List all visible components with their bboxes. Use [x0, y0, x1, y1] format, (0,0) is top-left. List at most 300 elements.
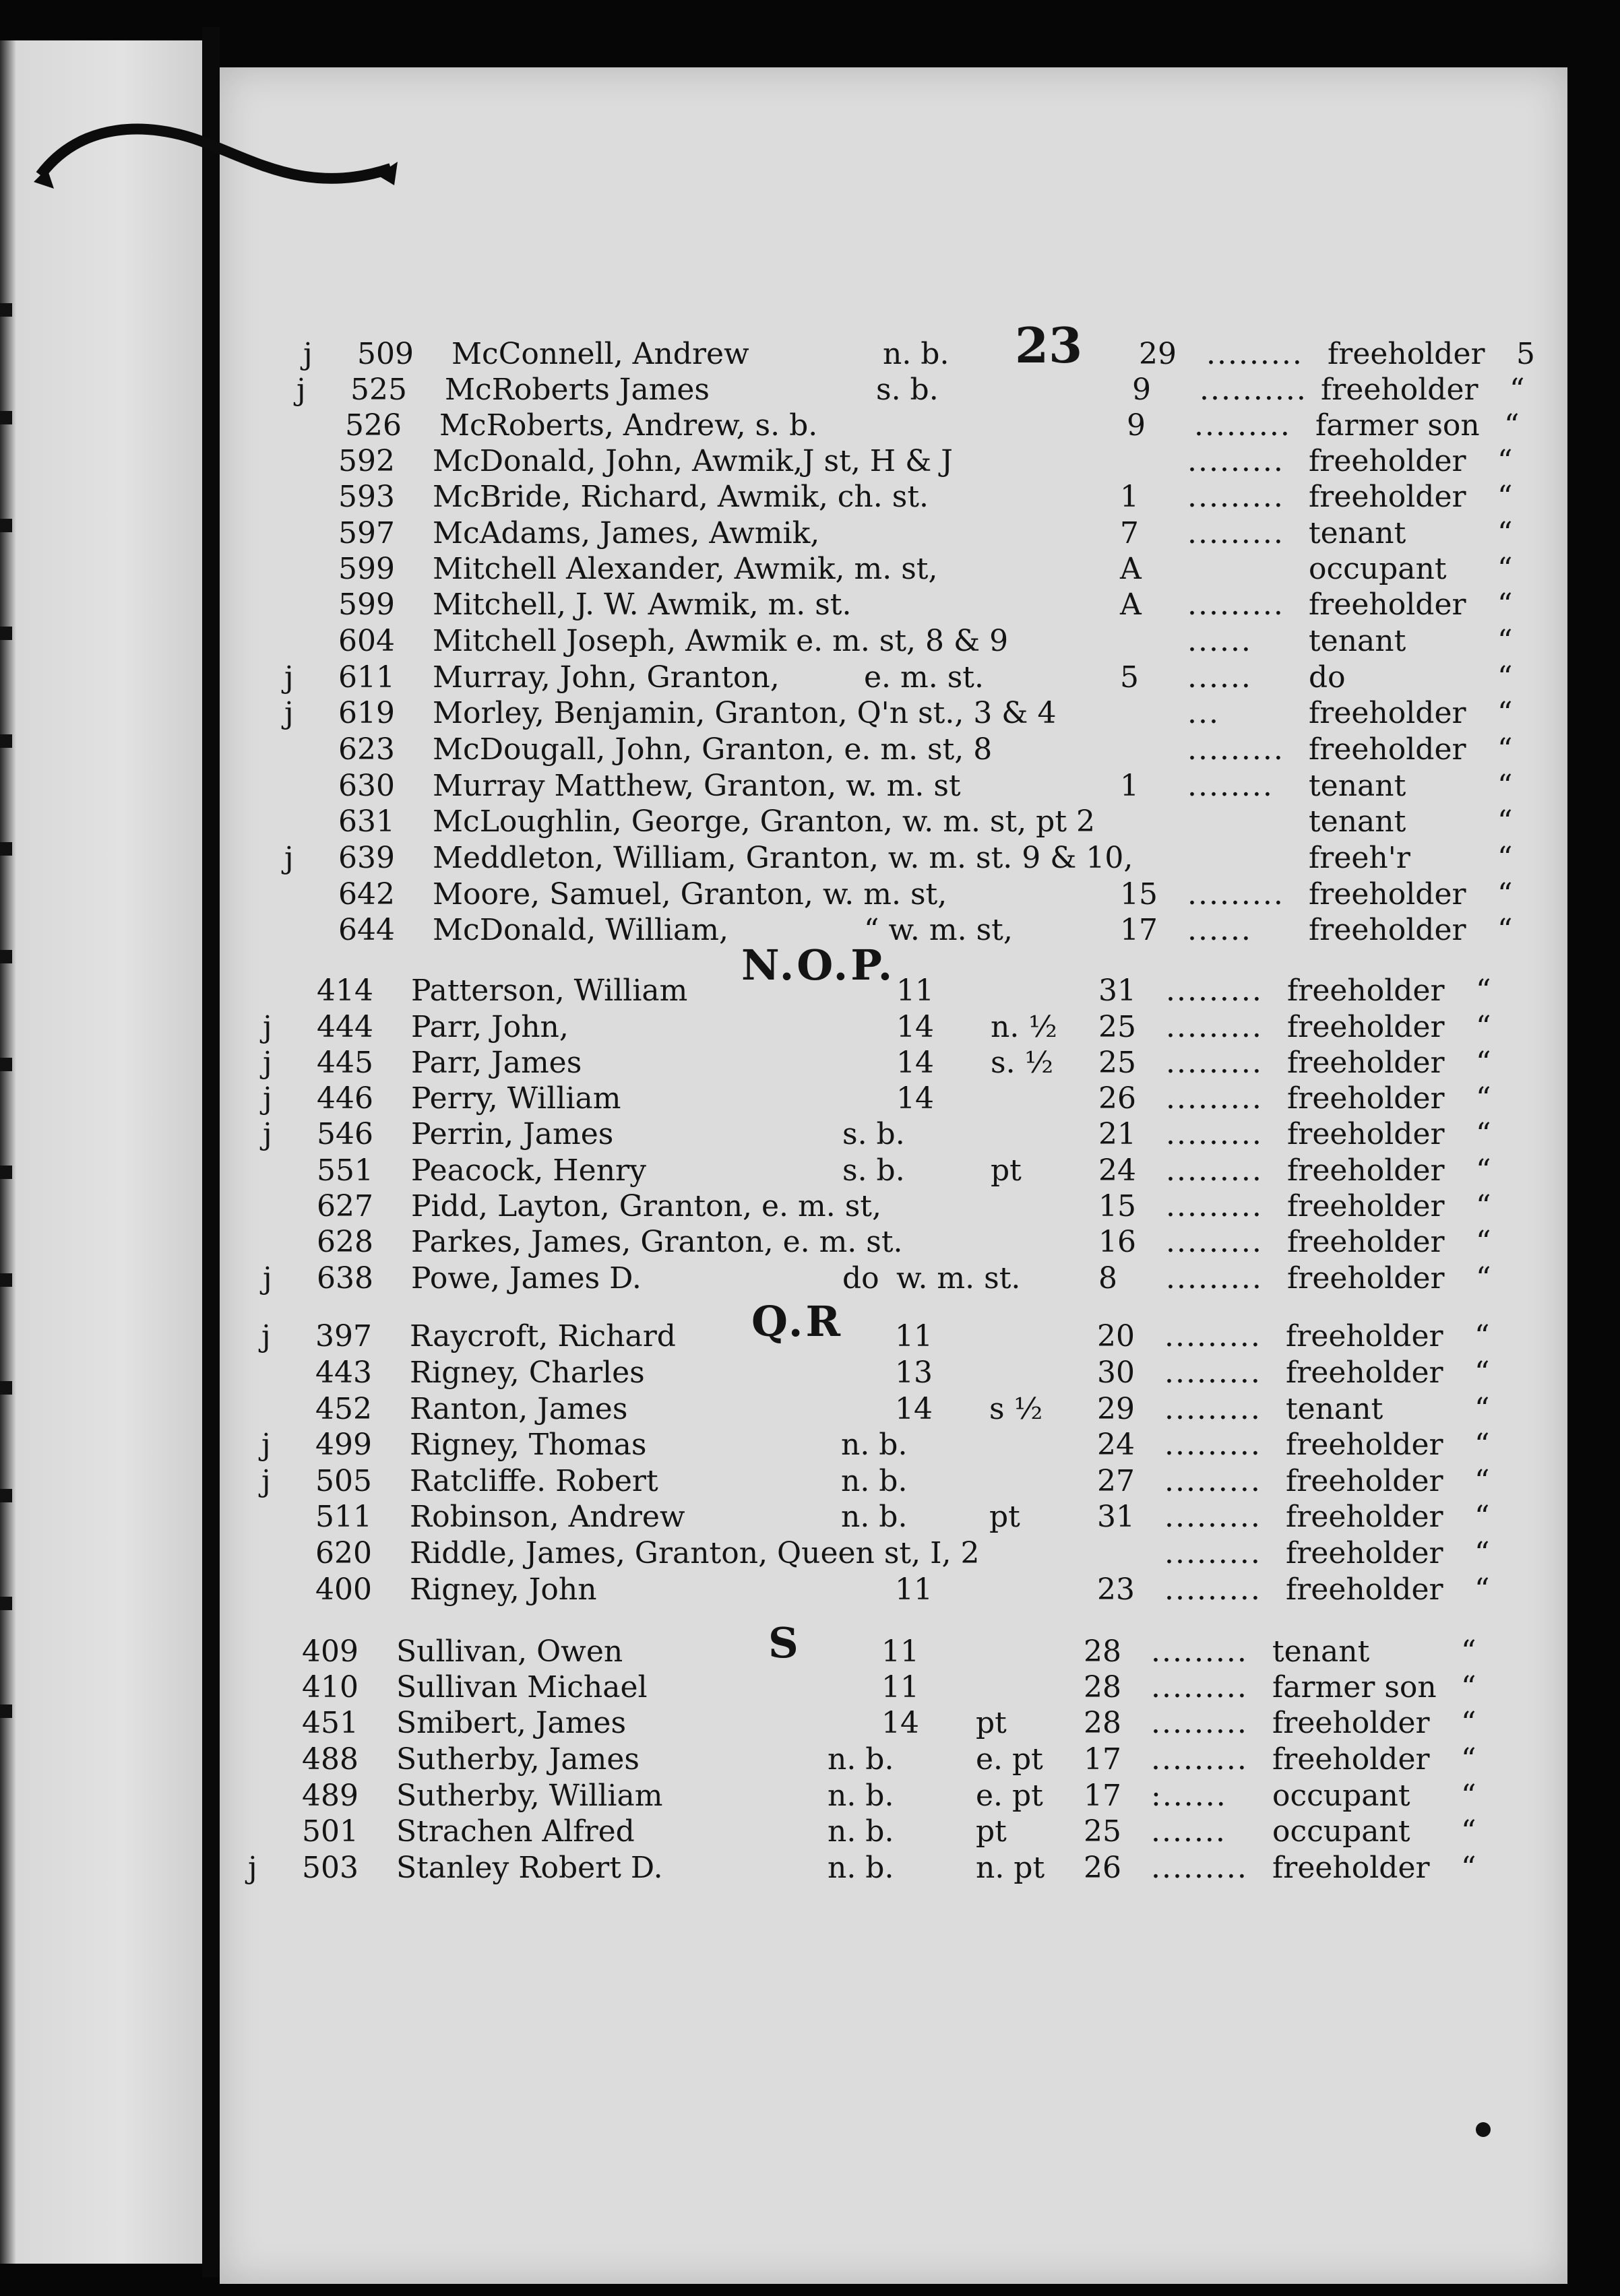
entry-status: freeholder: [1286, 1428, 1443, 1462]
edge-mark: [0, 842, 12, 856]
directory-entry: [311, 877, 1592, 912]
entry-status: freeholder: [1309, 480, 1466, 514]
entry-flag: j: [297, 373, 306, 407]
entry-status: freeholder: [1286, 1356, 1443, 1390]
entry-ditto: “: [1476, 974, 1491, 1008]
entry-name: Rigney, Thomas: [410, 1428, 647, 1462]
entry-ditto: “: [1474, 1464, 1490, 1498]
entry-name: Sullivan, Owen: [396, 1634, 623, 1669]
directory-entry: [311, 444, 1592, 479]
directory-entry: [290, 974, 1570, 1009]
entry-number: 546: [317, 1117, 373, 1151]
entry-name: Patterson, William: [411, 974, 688, 1008]
edge-mark: [0, 1273, 12, 1287]
entry-lot: 16: [1098, 1225, 1136, 1259]
entry-name: Strachen Alfred: [396, 1814, 635, 1849]
entry-status: freeholder: [1287, 974, 1445, 1008]
entry-status: occupant: [1309, 552, 1447, 586]
entry-part: n. pt: [976, 1851, 1045, 1885]
directory-entry: [261, 1319, 1542, 1354]
entry-status: freeholder: [1328, 337, 1485, 371]
entry-dots: :......: [1151, 1779, 1227, 1813]
directory-entry: [263, 1010, 1543, 1045]
directory-entry: [290, 1153, 1570, 1188]
entry-flag: j: [261, 1319, 271, 1353]
entry-lot: 17: [1084, 1742, 1121, 1777]
entry-name: Meddleton, William, Granton, w. m. st. 9 & 10,: [433, 841, 1133, 875]
directory-entry: [263, 1081, 1543, 1116]
entry-flag: j: [261, 1464, 271, 1498]
entry-dots: ......: [1187, 624, 1252, 658]
entry-name: Mitchell Alexander, Awmik, m. st,: [433, 552, 938, 586]
directory-entry: [275, 1634, 1555, 1669]
entry-flag: j: [303, 337, 313, 371]
entry-number: 397: [315, 1319, 372, 1353]
entry-number: 509: [357, 337, 414, 371]
entry-status: freeholder: [1286, 1464, 1443, 1498]
entry-ditto: “: [1476, 1189, 1491, 1223]
entry-number: 638: [317, 1261, 373, 1296]
entry-ditto: “: [1474, 1500, 1490, 1534]
directory-entry: [288, 1356, 1569, 1391]
entry-name: Peacock, Henry: [411, 1153, 646, 1188]
entry-part: e. pt: [976, 1742, 1043, 1777]
entry-name: Morley, Benjamin, Granton, Q'n st., 3 & 4: [433, 696, 1057, 730]
entry-lot: 30: [1097, 1356, 1135, 1390]
entry-number: 619: [338, 696, 395, 730]
entry-ditto: “: [1509, 373, 1525, 407]
entry-status: occupant: [1272, 1779, 1410, 1813]
entry-name: Stanley Robert D.: [396, 1851, 663, 1885]
entry-status: freeholder: [1272, 1851, 1430, 1885]
entry-dots: .........: [1194, 408, 1291, 443]
entry-status: freeholder: [1272, 1742, 1430, 1777]
entry-status: freeholder: [1287, 1117, 1445, 1151]
entry-lot: 28: [1084, 1670, 1121, 1704]
entry-dots: .........: [1164, 1464, 1261, 1498]
entry-number: 620: [315, 1536, 372, 1570]
entry-dots: .........: [1166, 1046, 1263, 1080]
entry-status: freeholder: [1272, 1706, 1430, 1740]
entry-dots: .........: [1187, 732, 1284, 767]
entry-lot: 1: [1120, 769, 1139, 803]
entry-ditto: “: [1476, 1081, 1491, 1116]
entry-dots: .........: [1166, 1153, 1263, 1188]
entry-lot: A: [1120, 552, 1142, 586]
entry-number: 631: [338, 804, 395, 839]
entry-ditto: “: [1497, 804, 1513, 839]
entry-ditto: “: [1474, 1356, 1490, 1390]
entry-dots: .......: [1151, 1814, 1226, 1849]
entry-ditto: “: [1497, 444, 1513, 478]
entry-part: pt: [989, 1500, 1020, 1534]
entry-number: 627: [317, 1189, 373, 1223]
entry-name: Mitchell, J. W. Awmik, m. st.: [433, 587, 852, 622]
entry-number: 604: [338, 624, 395, 658]
entry-number: 501: [302, 1814, 359, 1849]
entry-ditto: “: [1476, 1261, 1491, 1296]
directory-entry: [284, 696, 1565, 731]
entry-dots: .........: [1164, 1392, 1261, 1426]
entry-concession: 11: [896, 974, 934, 1008]
entry-number: 623: [338, 732, 395, 767]
entry-name: Robinson, Andrew: [410, 1500, 685, 1534]
entry-ditto: “: [1474, 1428, 1490, 1462]
entry-dots: ...: [1187, 696, 1220, 730]
entry-dots: .........: [1206, 337, 1303, 371]
entry-ditto: “: [1474, 1319, 1490, 1353]
entry-lot: 15: [1120, 877, 1158, 912]
edge-mark: [0, 627, 12, 640]
directory-entry: [261, 1464, 1542, 1499]
entry-name: McAdams, James, Awmik,: [433, 516, 820, 550]
entry-lot: 8: [1098, 1261, 1117, 1296]
entry-status: freeholder: [1287, 1225, 1445, 1259]
entry-dots: .........: [1166, 1261, 1263, 1296]
entry-concession: 11: [881, 1670, 919, 1704]
entry-number: 444: [317, 1010, 373, 1044]
entry-name: Riddle, James, Granton, Queen st, I, 2: [410, 1536, 980, 1570]
entry-number: 628: [317, 1225, 373, 1259]
entry-location: n. b.: [828, 1779, 894, 1813]
entry-ditto: “: [1476, 1117, 1491, 1151]
entry-ditto: “: [1474, 1572, 1490, 1607]
entry-dots: .........: [1166, 1010, 1263, 1044]
entry-status: freeholder: [1286, 1319, 1443, 1353]
entry-flag: j: [284, 696, 294, 730]
entry-dots: .........: [1151, 1706, 1248, 1740]
entry-dots: .........: [1164, 1428, 1261, 1462]
entry-number: 642: [338, 877, 395, 912]
entry-flag: j: [263, 1117, 272, 1151]
entry-dots: .........: [1187, 587, 1284, 622]
entry-flag: j: [248, 1851, 257, 1885]
entry-status: freeholder: [1309, 913, 1466, 947]
entry-status: freeholder: [1286, 1536, 1443, 1570]
book-spine: [202, 27, 220, 2277]
entry-dots: .........: [1164, 1319, 1261, 1353]
entry-name: Murray Matthew, Granton, w. m. st: [433, 769, 961, 803]
entry-lot: 25: [1084, 1814, 1121, 1849]
entry-name: McBride, Richard, Awmik, ch. st.: [433, 480, 929, 514]
entry-ditto: “: [1497, 913, 1513, 947]
entry-ditto: “: [1476, 1153, 1491, 1188]
entry-name: Pidd, Layton, Granton, e. m. st,: [411, 1189, 881, 1223]
entry-number: 451: [302, 1706, 359, 1740]
entry-concession: 11: [895, 1319, 933, 1353]
entry-flag: j: [263, 1010, 272, 1044]
entry-name: Sullivan Michael: [396, 1670, 648, 1704]
entry-number: 597: [338, 516, 395, 550]
section-heading: S: [768, 1618, 801, 1667]
entry-status: farmer son: [1272, 1670, 1437, 1704]
entry-flag: j: [284, 841, 294, 875]
entry-name: Murray, John, Granton,: [433, 660, 780, 695]
entry-location: s. b.: [842, 1117, 905, 1151]
entry-dots: .........: [1164, 1572, 1261, 1607]
entry-number: 400: [315, 1572, 372, 1607]
entry-name: Perrin, James: [411, 1117, 614, 1151]
entry-name: Moore, Samuel, Granton, w. m. st,: [433, 877, 947, 912]
entry-ditto: 5: [1516, 337, 1535, 371]
entry-ditto: “: [1474, 1392, 1490, 1426]
directory-entry: [318, 408, 1598, 443]
directory-entry: [288, 1392, 1569, 1427]
directory-entry: [263, 1261, 1543, 1296]
entry-flag: j: [263, 1046, 272, 1080]
entry-name: Rigney, Charles: [410, 1356, 645, 1390]
directory-entry: [311, 552, 1592, 587]
entry-ditto: “: [1474, 1536, 1490, 1570]
entry-lot: 9: [1127, 408, 1146, 443]
entry-dots: .........: [1187, 444, 1284, 478]
directory-entry: [311, 769, 1592, 804]
directory-entry: [275, 1814, 1555, 1849]
entry-part: pt: [976, 1706, 1007, 1740]
entry-lot: 5: [1120, 660, 1139, 695]
directory-entry: [263, 1046, 1543, 1081]
entry-number: 489: [302, 1779, 359, 1813]
entry-ditto: “: [1461, 1779, 1476, 1813]
entry-status: freeholder: [1309, 587, 1466, 622]
entry-status: freeholder: [1309, 877, 1466, 912]
entry-name: McDougall, John, Granton, e. m. st, 8: [433, 732, 993, 767]
entry-status: freeholder: [1309, 696, 1466, 730]
entry-name: Sutherby, James: [396, 1742, 640, 1777]
entry-ditto: “: [1497, 552, 1513, 586]
directory-entry: [288, 1572, 1569, 1607]
directory-entry: [311, 587, 1592, 623]
entry-dots: ..........: [1200, 373, 1307, 407]
entry-name: Parr, John,: [411, 1010, 569, 1044]
directory-entry: [297, 373, 1577, 408]
entry-location: s. b.: [842, 1153, 905, 1188]
ink-dot: [1476, 2122, 1491, 2137]
entry-flag: j: [263, 1261, 272, 1296]
entry-ditto: “: [1476, 1046, 1491, 1080]
entry-ditto: “: [1497, 624, 1513, 658]
entry-dots: ......: [1187, 660, 1252, 695]
entry-lot: 17: [1084, 1779, 1121, 1813]
entry-lot: 26: [1098, 1081, 1136, 1116]
entry-name: Sutherby, William: [396, 1779, 663, 1813]
entry-status: freeholder: [1287, 1189, 1445, 1223]
entry-number: 409: [302, 1634, 359, 1669]
entry-location: n. b.: [828, 1814, 894, 1849]
entry-status: tenant: [1309, 804, 1406, 839]
entry-ditto: “: [1497, 587, 1513, 622]
entry-name: Perry, William: [411, 1081, 621, 1116]
entry-location: do: [842, 1261, 879, 1296]
section-heading: N.O.P.: [741, 940, 896, 990]
entry-number: 611: [338, 660, 395, 695]
entry-part: pt: [976, 1814, 1007, 1849]
entry-number: 499: [315, 1428, 372, 1462]
entry-lot: 29: [1097, 1392, 1135, 1426]
entry-part: s. ½: [991, 1046, 1054, 1080]
entry-lot: 28: [1084, 1706, 1121, 1740]
entry-ditto: “: [1497, 660, 1513, 695]
entry-ditto: “: [1461, 1814, 1476, 1849]
entry-ditto: “: [1461, 1670, 1476, 1704]
entry-location: s. b.: [876, 373, 939, 407]
entry-concession: 14: [896, 1010, 934, 1044]
entry-concession: 14: [895, 1392, 933, 1426]
entry-ditto: “: [1461, 1634, 1476, 1669]
entry-dots: ......: [1187, 913, 1252, 947]
entry-status: freeholder: [1286, 1572, 1443, 1607]
entry-dots: .........: [1164, 1356, 1261, 1390]
entry-lot: 1: [1120, 480, 1139, 514]
edge-mark: [0, 1489, 12, 1502]
entry-ditto: “: [1497, 480, 1513, 514]
entry-number: 551: [317, 1153, 373, 1188]
entry-ditto: “: [1461, 1706, 1476, 1740]
directory-entry: [284, 841, 1565, 876]
edge-mark: [0, 519, 12, 532]
entry-number: 593: [338, 480, 395, 514]
directory-entry: [303, 337, 1584, 372]
directory-entry: [311, 732, 1592, 767]
entry-concession: w. m. st.: [896, 1261, 1021, 1296]
entry-flag: j: [263, 1081, 272, 1116]
entry-flag: j: [261, 1428, 271, 1462]
entry-number: 488: [302, 1742, 359, 1777]
entry-status: freeholder: [1287, 1261, 1445, 1296]
entry-concession: 11: [881, 1634, 919, 1669]
entry-number: 410: [302, 1670, 359, 1704]
entry-status: tenant: [1286, 1392, 1383, 1426]
entry-name: McLoughlin, George, Granton, w. m. st, pt 2: [433, 804, 1095, 839]
entry-lot: 15: [1098, 1189, 1136, 1223]
entry-ditto: “: [1504, 408, 1520, 443]
directory-entry: [311, 804, 1592, 839]
entry-lot: 31: [1098, 974, 1136, 1008]
entry-number: 526: [345, 408, 402, 443]
entry-ditto: “: [1497, 769, 1513, 803]
entry-concession: 13: [895, 1356, 933, 1390]
directory-entry: [284, 660, 1565, 695]
section-heading: Q.R: [751, 1297, 844, 1346]
entry-dots: .........: [1187, 516, 1284, 550]
entry-lot: 21: [1098, 1117, 1136, 1151]
entry-number: 639: [338, 841, 395, 875]
directory-entry: [263, 1117, 1543, 1152]
entry-name: Parr, James: [411, 1046, 582, 1080]
entry-name: Ratcliffe. Robert: [410, 1464, 658, 1498]
left-page-edge: [0, 40, 202, 2264]
entry-name: Rigney, John: [410, 1572, 597, 1607]
entry-name: Raycroft, Richard: [410, 1319, 676, 1353]
entry-ditto: “: [1497, 841, 1513, 875]
entry-lot: A: [1120, 587, 1142, 622]
entry-lot: 24: [1098, 1153, 1136, 1188]
entry-concession: 11: [895, 1572, 933, 1607]
entry-lot: 25: [1098, 1046, 1136, 1080]
entry-lot: 23: [1097, 1572, 1135, 1607]
entry-dots: .........: [1164, 1500, 1261, 1534]
edge-mark: [0, 950, 12, 963]
entry-number: 503: [302, 1851, 359, 1885]
entry-number: 414: [317, 974, 373, 1008]
entry-status: tenant: [1272, 1634, 1370, 1669]
entry-ditto: “: [1497, 696, 1513, 730]
entry-part: e. pt: [976, 1779, 1043, 1813]
edge-mark: [0, 734, 12, 748]
edge-mark: [0, 1381, 12, 1395]
entry-dots: .........: [1166, 974, 1263, 1008]
directory-entry: [261, 1428, 1542, 1463]
entry-status: freeholder: [1309, 732, 1466, 767]
entry-name: McConnell, Andrew: [451, 337, 749, 371]
directory-entry: [290, 1225, 1570, 1260]
entry-location: “ w. m. st,: [864, 913, 1013, 947]
entry-part: n. ½: [991, 1010, 1057, 1044]
entry-name: Ranton, James: [410, 1392, 628, 1426]
entry-name: McDonald, William,: [433, 913, 728, 947]
entry-location: e. m. st.: [864, 660, 984, 695]
directory-entry: [275, 1706, 1555, 1741]
entry-concession: 14: [881, 1706, 919, 1740]
page-number: 23: [1015, 317, 1083, 374]
entry-status: freeholder: [1287, 1153, 1445, 1188]
entry-number: 599: [338, 552, 395, 586]
edge-mark: [0, 1058, 12, 1071]
entry-concession: 14: [896, 1046, 934, 1080]
entry-ditto: “: [1497, 877, 1513, 912]
entry-dots: .........: [1187, 480, 1284, 514]
entry-lot: 26: [1084, 1851, 1121, 1885]
entry-dots: .........: [1151, 1670, 1248, 1704]
entry-dots: .........: [1164, 1536, 1261, 1570]
directory-entry: [311, 624, 1592, 659]
entry-name: Mitchell Joseph, Awmik e. m. st, 8 & 9: [433, 624, 1009, 658]
entry-location: n. b.: [883, 337, 949, 371]
entry-dots: .........: [1187, 877, 1284, 912]
edge-mark: [0, 1166, 12, 1179]
entry-ditto: “: [1461, 1742, 1476, 1777]
entry-name: Smibert, James: [396, 1706, 627, 1740]
entry-lot: 17: [1120, 913, 1158, 947]
entry-ditto: “: [1497, 516, 1513, 550]
entry-ditto: “: [1497, 732, 1513, 767]
entry-dots: .........: [1151, 1742, 1248, 1777]
entry-name: McRoberts, Andrew, s. b.: [439, 408, 818, 443]
entry-status: freeholder: [1287, 1081, 1445, 1116]
entry-number: 445: [317, 1046, 373, 1080]
entry-number: 599: [338, 587, 395, 622]
directory-entry: [275, 1742, 1555, 1777]
entry-lot: 28: [1084, 1634, 1121, 1669]
directory-entry: [248, 1851, 1528, 1886]
entry-part: s ½: [989, 1392, 1043, 1426]
entry-number: 443: [315, 1356, 372, 1390]
entry-location: n. b.: [841, 1464, 908, 1498]
directory-entry: [311, 913, 1592, 948]
entry-dots: .........: [1151, 1851, 1248, 1885]
edge-mark: [0, 1597, 12, 1610]
entry-location: n. b.: [828, 1851, 894, 1885]
entry-dots: .........: [1166, 1081, 1263, 1116]
entry-part: pt: [991, 1153, 1022, 1188]
entry-lot: 31: [1097, 1500, 1135, 1534]
entry-ditto: “: [1476, 1225, 1491, 1259]
entry-name: Parkes, James, Granton, e. m. st.: [411, 1225, 903, 1259]
directory-entry: [311, 516, 1592, 551]
entry-concession: 14: [896, 1081, 934, 1116]
entry-status: freeh'r: [1309, 841, 1410, 875]
entry-status: freeholder: [1287, 1010, 1445, 1044]
